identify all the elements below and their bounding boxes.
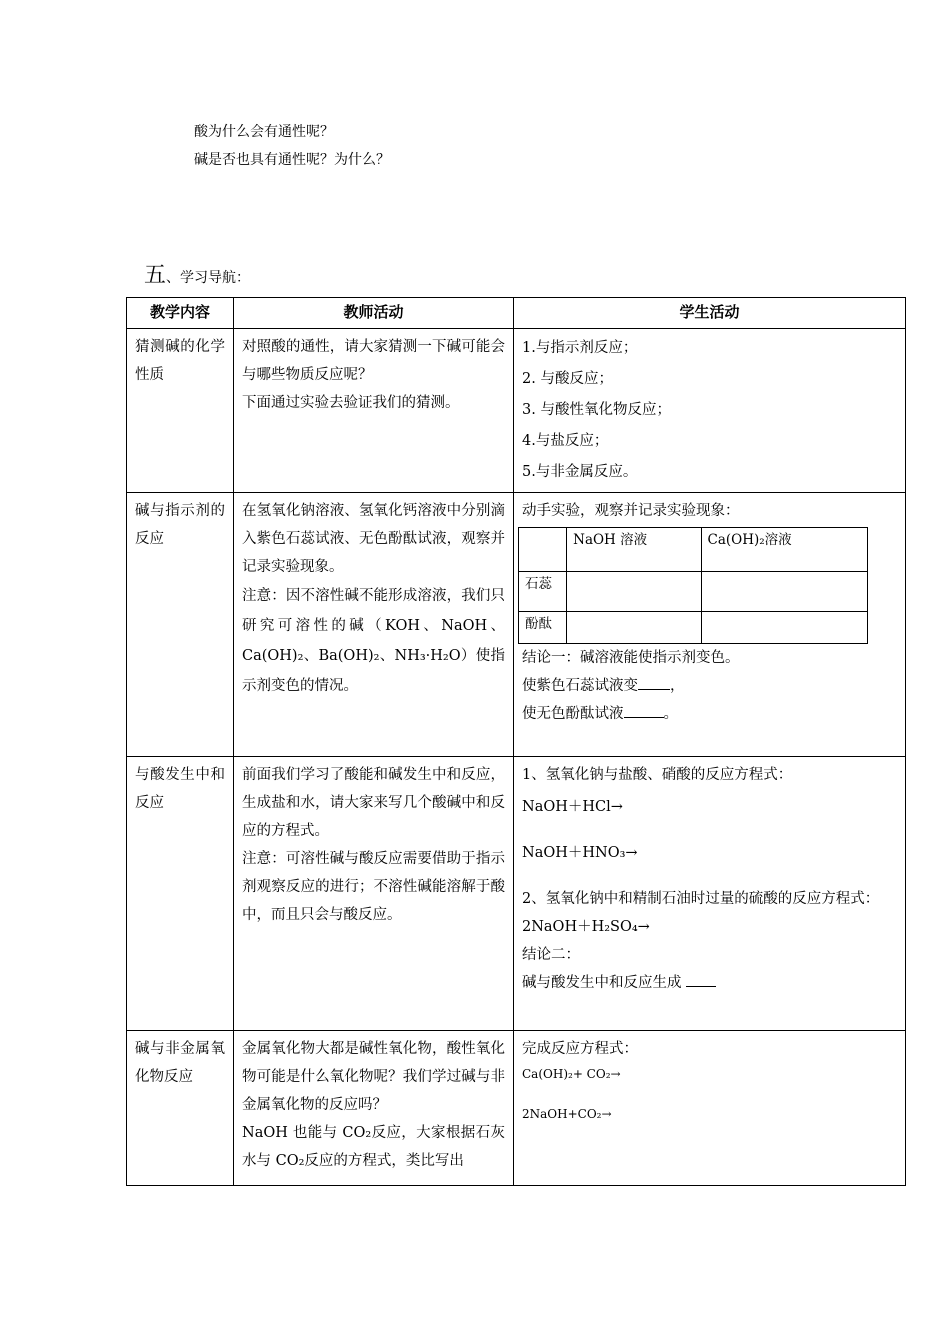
section-heading (144, 258, 250, 289)
student-item: 4.与盐反应； (522, 433, 609, 449)
header-content: 教学内容 (127, 298, 234, 329)
teacher-text: 注意：可溶性碱与酸反应需要借助于指示剂观察反应的进行；不溶性碱能溶解于酸中，而且只会与酸反应。 (242, 851, 505, 923)
observation-table (518, 527, 868, 644)
section-number: 五 (144, 263, 167, 288)
student-cell (514, 329, 906, 493)
header-student: 学生活动 (514, 298, 906, 329)
equation: NaOH＋HNO₃→ (522, 845, 638, 861)
inner-header: Ca(OH)₂溶液 (701, 528, 868, 572)
topic-cell: 与酸发生中和反应 (127, 757, 234, 1031)
section-title: 、学习导航： (166, 270, 251, 286)
fill-blank[interactable] (638, 675, 670, 690)
table-row (127, 1031, 906, 1186)
teacher-text: 前面我们学习了酸能和碱发生中和反应，生成盐和水，请大家来写几个酸碱中和反应的方程式。 (242, 767, 505, 839)
teacher-text: 下面通过实验去验证我们的猜测。 (242, 395, 460, 411)
study-guide-table (126, 297, 906, 1186)
answer-cell[interactable] (567, 572, 701, 612)
fill-blank[interactable] (624, 703, 664, 718)
answer-cell[interactable] (701, 572, 868, 612)
intro-line-1: 酸为什么会有通性呢？ (194, 124, 334, 140)
inner-header: NaOH 溶液 (567, 528, 701, 572)
fill-line: 使紫色石蕊试液变 ， (522, 672, 897, 700)
conclusion-title: 结论二： (522, 947, 580, 963)
table-row (127, 493, 906, 757)
conclusion-text: 碱与酸发生中和反应生成 (522, 969, 897, 997)
intro-line-2: 碱是否也具有通性呢？为什么？ (194, 152, 390, 168)
table-row (127, 757, 906, 1031)
answer-cell[interactable] (567, 612, 701, 644)
inner-row-label: 酚酞 (519, 612, 567, 644)
equation: NaOH＋HCl→ (522, 799, 623, 815)
student-text: 完成反应方程式： (522, 1041, 638, 1057)
topic-cell: 碱与非金属氧化物反应 (127, 1031, 234, 1186)
student-text: 2、氢氧化钠中和精制石油时过量的硫酸的反应方程式： (522, 891, 880, 907)
inner-header (519, 528, 567, 572)
teacher-text: 注意：因不溶性碱不能形成溶液，我们只研究可溶性的碱（KOH、NaOH、Ca(OH)₂、Ba(OH)₂、NH₃·H₂O）使指示剂变色的情况。 (242, 588, 505, 694)
teacher-cell (234, 493, 514, 757)
teacher-text: 在氢氧化钠溶液、氢氧化钙溶液中分别滴入紫色石蕊试液、无色酚酞试液，观察并记录实验现象。 (242, 503, 505, 575)
topic-cell: 碱与指示剂的反应 (127, 493, 234, 757)
student-text: 1、氢氧化钠与盐酸、硝酸的反应方程式： (522, 767, 793, 783)
fill-line: 使无色酚酞试液 。 (522, 700, 897, 728)
teacher-cell (234, 1031, 514, 1186)
conclusion-text: 结论一：碱溶液能使指示剂变色。 (522, 650, 740, 666)
equation: 2NaOH+CO₂→ (522, 1107, 612, 1121)
student-item: 1.与指示剂反应； (522, 340, 638, 356)
topic-cell: 猜测碱的化学性质 (127, 329, 234, 493)
fill-blank[interactable] (686, 972, 716, 987)
header-teacher: 教师活动 (234, 298, 514, 329)
student-cell (514, 757, 906, 1031)
answer-cell[interactable] (701, 612, 868, 644)
student-text: 动手实验，观察并记录实验现象： (522, 503, 740, 519)
table-header-row (127, 298, 906, 329)
teacher-text: 金属氧化物大都是碱性氧化物，酸性氧化物可能是什么氧化物呢？我们学过碱与非金属氧化物的反应吗？ (242, 1041, 505, 1113)
teacher-text: NaOH 也能与 CO₂反应，大家根据石灰水与 CO₂反应的方程式，类比写出 (242, 1125, 505, 1169)
equation: 2NaOH＋H₂SO₄→ (522, 919, 650, 935)
student-cell (514, 493, 906, 757)
student-item: 3. 与酸性氧化物反应； (522, 402, 671, 418)
teacher-text: 对照酸的通性，请大家猜测一下碱可能会与哪些物质反应呢？ (242, 339, 505, 383)
teacher-cell (234, 329, 514, 493)
inner-row-label: 石蕊 (519, 572, 567, 612)
student-cell (514, 1031, 906, 1186)
equation: Ca(OH)₂+ CO₂→ (522, 1067, 621, 1081)
student-item: 5.与非金属反应。 (522, 464, 638, 480)
student-item: 2. 与酸反应； (522, 371, 613, 387)
teacher-cell (234, 757, 514, 1031)
table-row (127, 329, 906, 493)
